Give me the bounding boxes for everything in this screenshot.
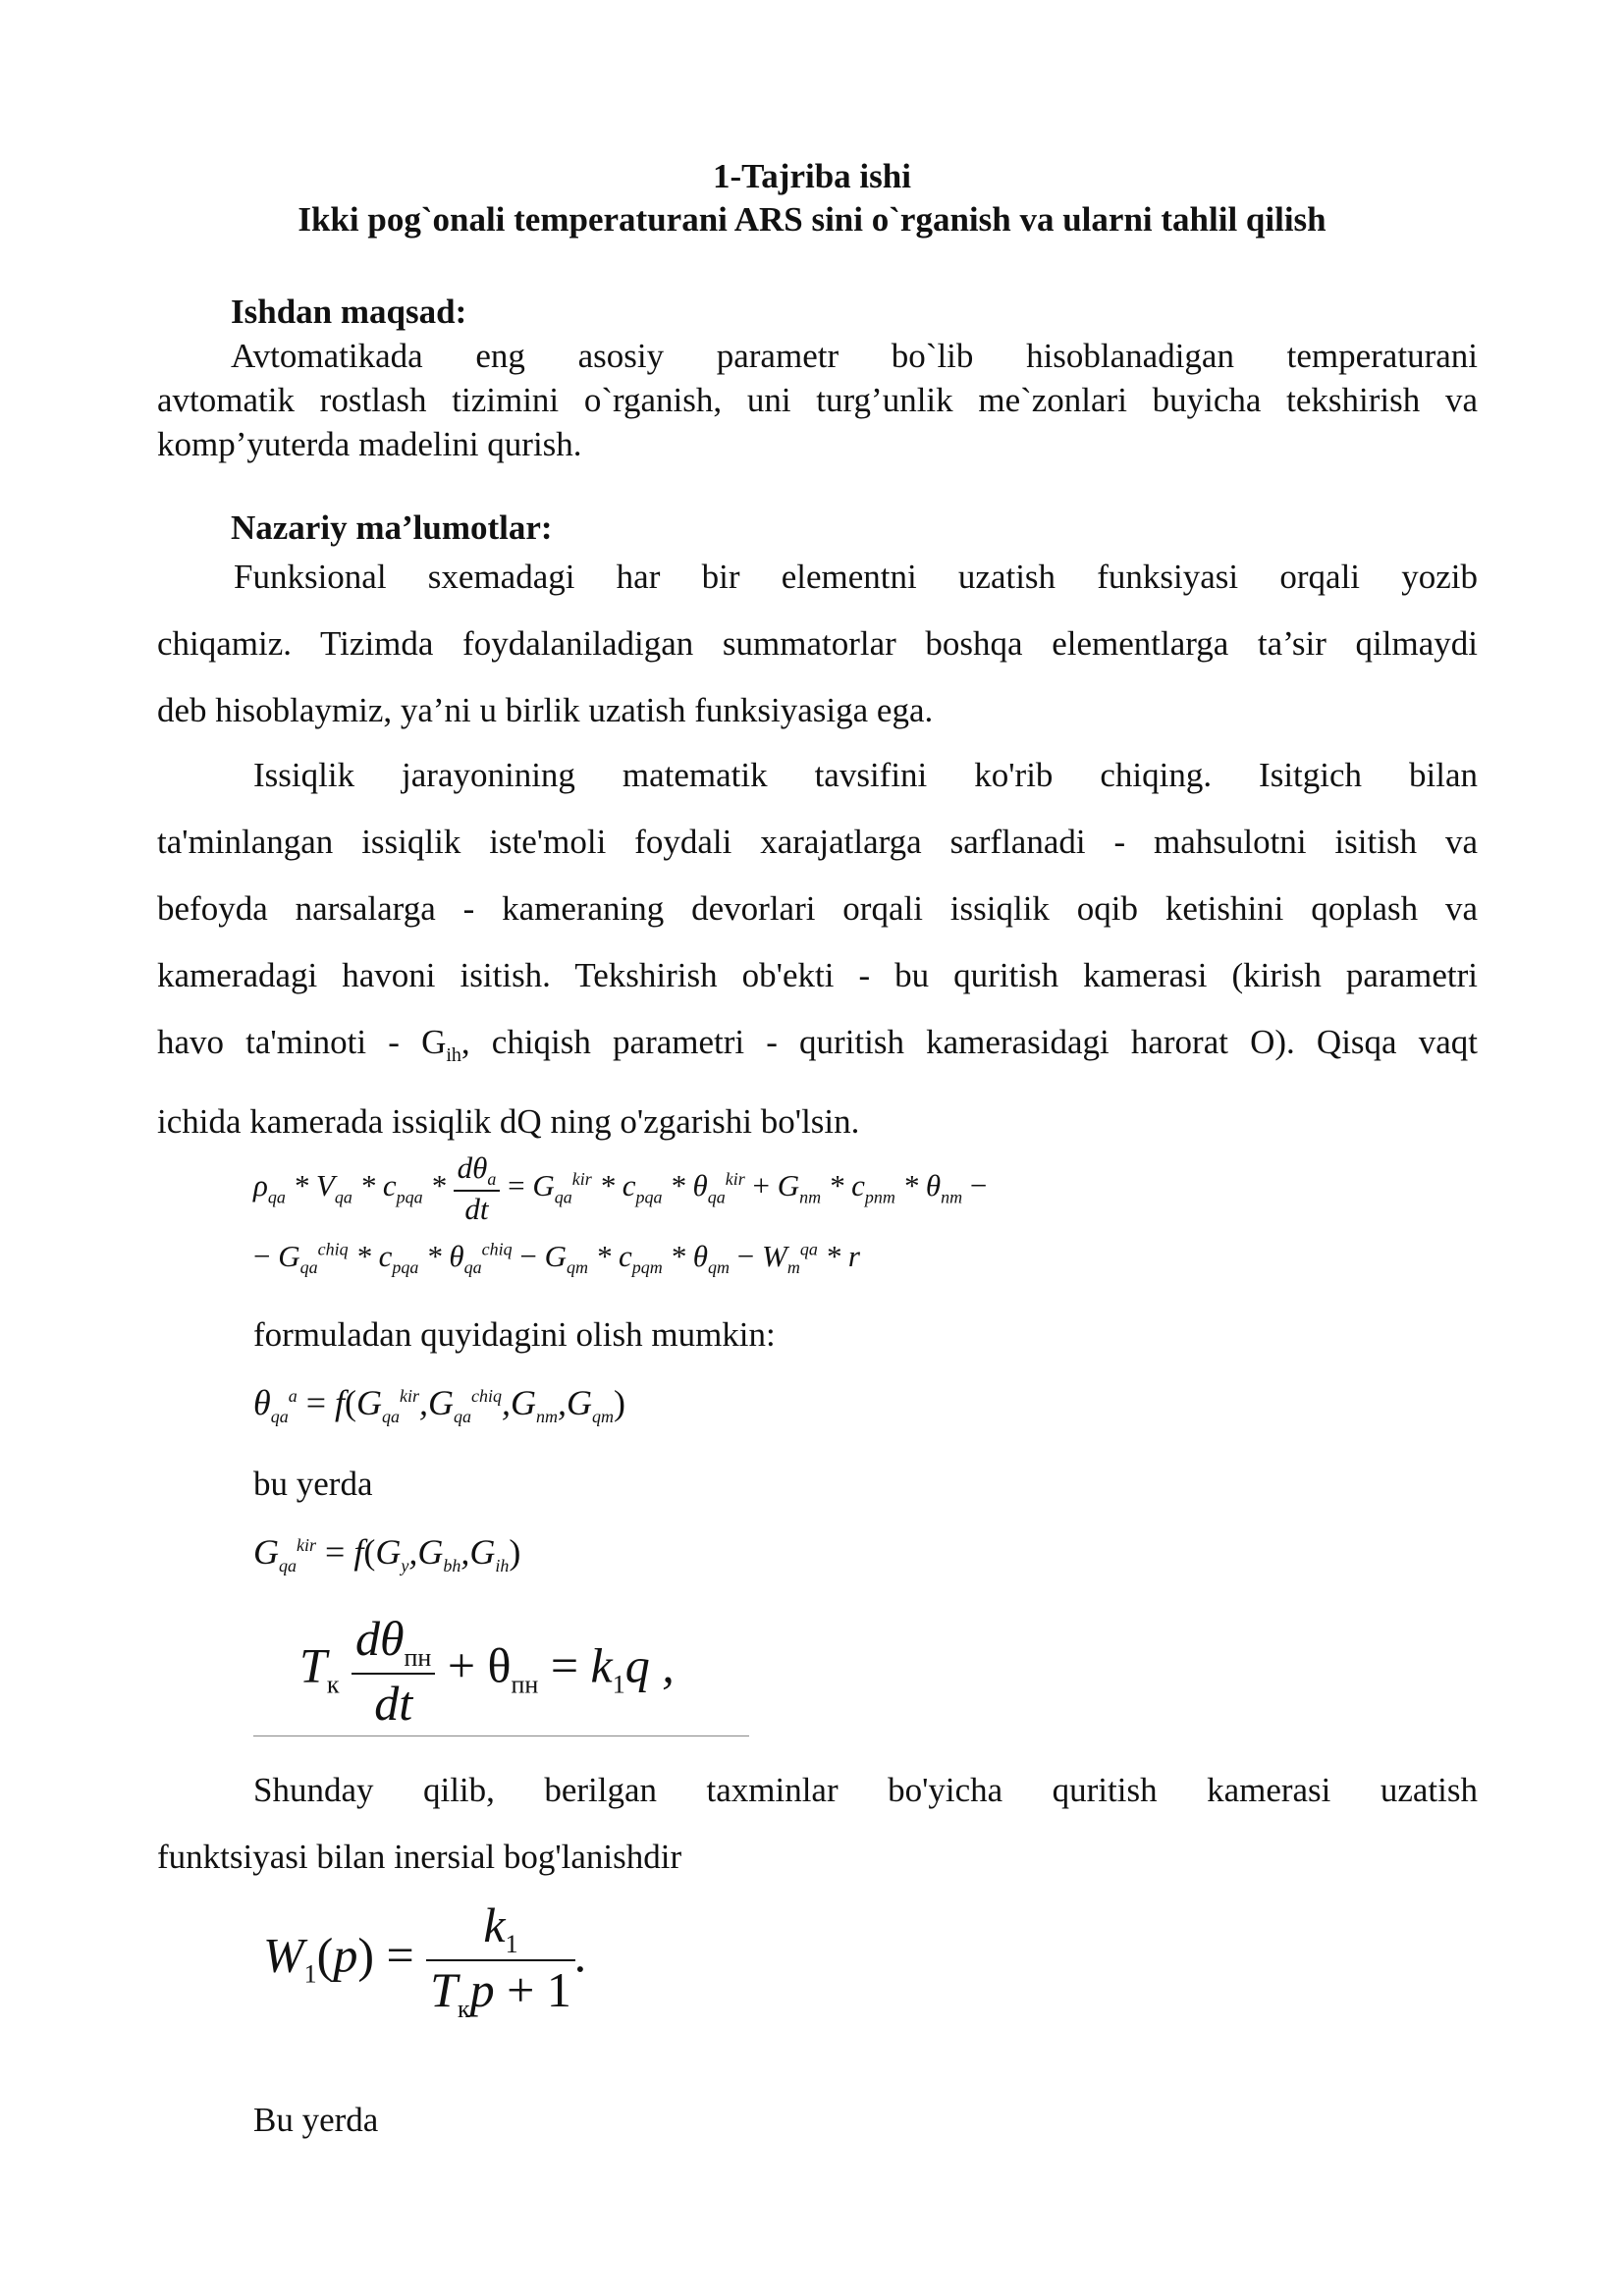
g-kir-formula: $G_{qa}^{kir} = f(G_y,G_{bh},G_{ih})$ [253, 1532, 521, 1576]
theory-line: ta'minlangan issiqlik iste'moli foydali xarajatlarga sarflanadi - mahsulotni isitish va [157, 823, 1478, 861]
bu-yerda-text-2: Bu yerda [253, 2101, 379, 2139]
theory-line: havo ta'minoti - $G_{ih}$, chiqish parametri - quritish kamerasidagi harorat O). Qisqa vaqt [157, 1023, 1478, 1066]
theory-line: kameradagi havoni isitish. Tekshirish ob'ekti - bu quritish kamerasi (kirish parametri [157, 956, 1478, 994]
theory-paragraph-1 [157, 544, 1478, 744]
goal-line: avtomatik rostlash tizimini o`rganish, uni turg’unlik me`zonlari buyicha tekshirish va [157, 381, 1478, 419]
conclusion-paragraph [157, 1757, 1478, 1891]
theory-line: Funksional sxemadagi har bir elementni uzatish funksiyasi orqali yozib [234, 558, 1478, 596]
transfer-function-formula: $W_1(p)$ = $\frac{k_1}{T_кp + 1}$ . [263, 1897, 588, 2023]
document-subtitle: Ikki pog`onali temperaturani ARS sini o`rganish va ularni tahlil qilish [298, 200, 1326, 239]
goal-heading: Ishdan maqsad: [231, 293, 467, 331]
theory-paragraph-2 [157, 742, 1478, 1155]
theory-heading: Nazariy ma’lumotlar: [231, 508, 553, 547]
differential-equation: $T_к$ $\frac{d\theta_{пн}}{dt}$ + $\theta_{пн} = k_1q$ , [299, 1611, 675, 1731]
theta-function-formula: $\theta_{qa}^a = f(G_{qa}^{kir},G_{qa}^{chiq},G_{nm},G_{qm})$ [253, 1383, 626, 1427]
theory-line: deb hisoblaymiz, ya’ni u birlik uzatish funksiyasiga ega. [157, 691, 934, 729]
formula-underline [253, 1735, 749, 1736]
formula-intro: formuladan quyidagini olish mumkin: [253, 1315, 776, 1354]
theory-line: befoyda narsalarga - kameraning devorlari orqali issiqlik oqib ketishini qoplash va [157, 889, 1478, 928]
conclusion-line: Shunday qilib, berilgan taxminlar bo'yicha quritish kamerasi uzatish [253, 1771, 1478, 1809]
document-title: 1-Tajriba ishi [713, 157, 911, 195]
goal-line: Avtomatikada eng asosiy parametr bo`lib hisoblanadigan temperaturani [231, 337, 1478, 375]
heat-balance-equation: $\rho_{qa} * V_{qa} * c_{pqa}$ * $\frac{d\theta_a}{dt}$ = $G_{qa}^{kir} * c_{pqa} * \theta_{qa}^{kir} + G_{nm} * c_{pnm} * \theta_{nm}$ − [253, 1150, 988, 1227]
goal-paragraph [157, 334, 1478, 466]
heat-balance-equation-continued: − $G_{qa}^{chiq} * c_{pqa} * \theta_{qa}^{chiq} - G_{qm} * c_{pqm} * \theta_{qm} - W_m^{qa} * r$ [253, 1239, 860, 1278]
conclusion-line: funktsiyasi bilan inersial bog'lanishdir [157, 1838, 682, 1876]
theory-line: Issiqlik jarayonining matematik tavsifini ko'rib chiqing. Isitgich bilan [253, 756, 1478, 794]
goal-line: komp’yuterda madelini qurish. [157, 425, 582, 463]
bu-yerda-text-1: bu yerda [253, 1465, 373, 1503]
theory-line: ichida kamerada issiqlik dQ ning o'zgarishi bo'lsin. [157, 1102, 860, 1141]
theory-line: chiqamiz. Tizimda foydalaniladigan summatorlar boshqa elementlarga ta’sir qilmaydi [157, 624, 1478, 663]
